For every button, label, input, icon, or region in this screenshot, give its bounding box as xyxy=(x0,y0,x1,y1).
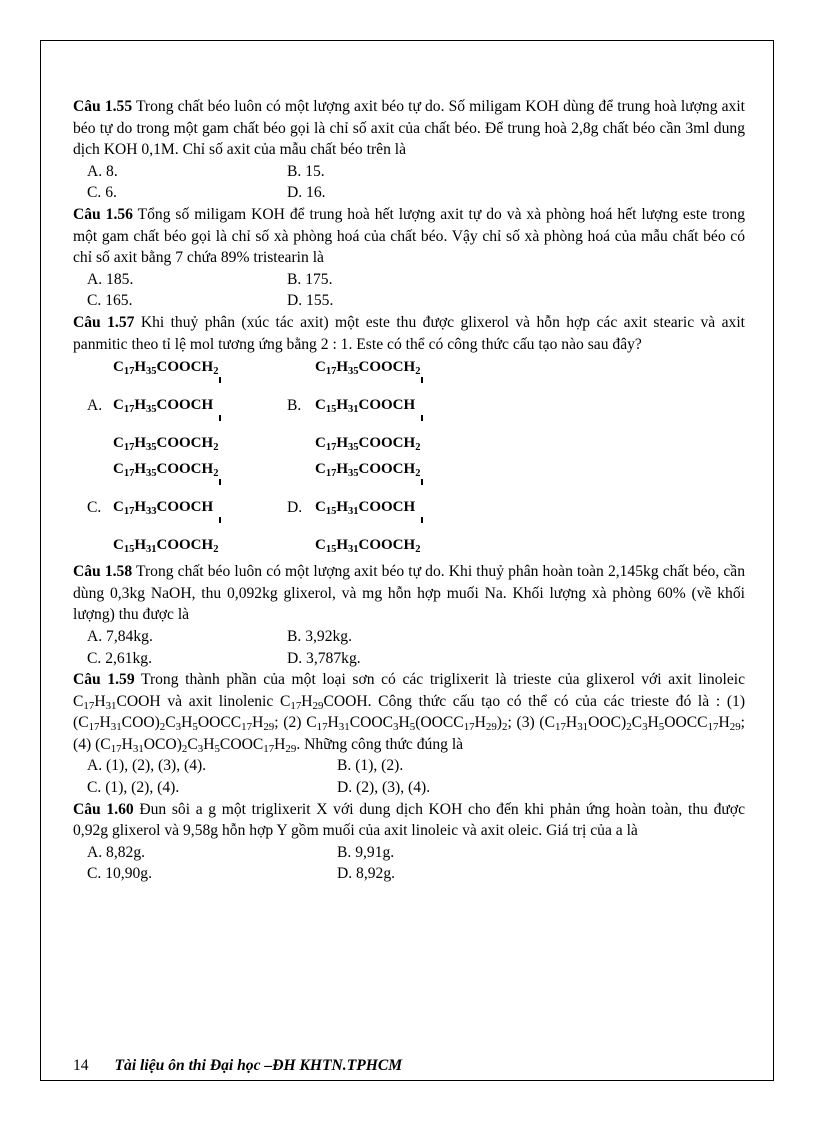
question-label: Câu 1.55 xyxy=(73,98,133,115)
option-a[interactable]: A. 8. xyxy=(87,162,118,180)
option-d[interactable]: D. 8,92g. xyxy=(337,865,396,883)
question-1-55 xyxy=(73,96,745,161)
question-label: Câu 1.59 xyxy=(73,671,135,689)
option-a[interactable]: A. 7,84kg. xyxy=(87,627,153,645)
question-text: Trong chất béo luôn có một lượng axit béo tự do. Số miligam KOH dùng để trung hoà lượng axit béo tự do trong một gam chất béo gọi là chỉ số axit của chất béo. Để trung hoà 2,8g chất béo cần 3ml dung dịch KOH 0,1M. Chỉ số axit của mẫu chất béo trên là xyxy=(73,98,745,159)
options-1-55 xyxy=(73,161,745,204)
question-1-60 xyxy=(73,799,745,842)
option-a[interactable]: A. (1), (2), (3), (4). xyxy=(87,757,207,775)
ester-structures: A. $C_{17}H_{35}COOCH_2$ $C_{17}H_{35}COOCH$ $C_{17}H_{35}COOCH_2$ B. $C_{17}H_{35}COOCH_2$ $C_{15}H_{31}COOCH$ $C_{17}H_{35}COOCH_2$ C. $C_{17}H_{35}COOCH_2$ $C_{17}H_{33}COOCH$ $C_{15}H_{31}COOCH_2$ D. $C_{17}H_{35}COOCH_2$ $C_{15}H_{31}COOCH$ $C_{15}H_{31}COOCH_2$ xyxy=(73,355,745,561)
option-b[interactable]: B. (1), (2). xyxy=(337,757,404,775)
options-1-56 xyxy=(73,269,745,312)
option-c[interactable]: C. 2,61kg. xyxy=(87,649,152,667)
options-1-59 xyxy=(73,755,745,798)
page-footer xyxy=(73,1057,402,1075)
question-label: Câu 1.60 xyxy=(73,800,134,818)
option-c[interactable]: C. 165. xyxy=(87,292,133,310)
question-text: Trong chất béo luôn có một lượng axit béo tự do. Khi thuỷ phân hoàn toàn 2,145kg chất béo, cần dùng 0,3kg NaOH, thu 0,092kg glixerol, và mg hỗn hợp muối Na. Khối lượng xà phòng 60% (về khối lượng) thu được là xyxy=(73,563,745,624)
option-d[interactable]: D. 3,787kg. xyxy=(287,649,361,667)
option-c[interactable]: C. (1), (2), (4). xyxy=(87,779,180,797)
option-b[interactable]: B. 175. xyxy=(287,270,333,288)
question-1-56 xyxy=(73,204,745,269)
option-d[interactable]: D. 155. xyxy=(287,292,334,310)
question-text: Tổng số miligam KOH để trung hoà hết lượng axit tự do và xà phòng hoá hết lượng este trong một gam chất béo gọi là chỉ số xà phòng hoá của chất béo. Vậy chỉ số xà phòng hoá của mẫu chất béo có chỉ số axit bằng 7 chứa 89% tristearin là xyxy=(73,205,745,267)
footer-title: Tài liệu ôn thi Đại học –ĐH KHTN.TPHCM xyxy=(114,1057,403,1074)
question-label: Câu 1.57 xyxy=(73,313,135,331)
page-content xyxy=(73,96,745,885)
question-label: Câu 1.58 xyxy=(73,563,133,581)
option-b-letter[interactable]: B. xyxy=(287,397,302,415)
option-d[interactable]: D. 16. xyxy=(287,184,326,202)
option-d-letter[interactable]: D. xyxy=(287,499,303,517)
question-text: Đun sôi a g một triglixerit X với dung dịch KOH cho đến khi phản ứng hoàn toàn, thu được 0,92g glixerol và 9,58g hỗn hợp Y gồm muối của axit linoleic và axit oleic. Giá trị của a là xyxy=(73,800,745,840)
option-d[interactable]: D. (2), (3), (4). xyxy=(337,779,431,797)
question-label: Câu 1.56 xyxy=(73,205,133,223)
question-1-58 xyxy=(73,561,745,626)
option-c[interactable]: C. 10,90g. xyxy=(87,865,152,883)
option-a[interactable]: A. 185. xyxy=(87,270,134,288)
question-1-59: Câu 1.59 Trong thành phần của một loại sơn có các triglixerit là trieste của glixerol với axit linoleic $C_{17}H_{31}COOH$ và axit linolenic $C_{17}H_{29}COOH$. Công thức cấu tạo có thể có của các trieste đó là : (1) $(C_{17}H_{31}COO)_2C_3H_5OOCC_{17}H_{29}$; (2) $C_{17}H_{31}COOC_3H_5(OOCC_{17}H_{29})_2$; (3) $(C_{17}H_{31}OOC)_2C_3H_5OOCC_{17}H_{29}$; (4) $(C_{17}H_{31}OCO)_2C_3H_5COOC_{17}H_{29}$. Những công thức đúng là xyxy=(73,671,746,755)
option-a-letter[interactable]: A. xyxy=(87,397,103,415)
option-a[interactable]: A. 8,82g. xyxy=(87,843,146,861)
option-b[interactable]: B. 3,92kg. xyxy=(287,627,352,645)
option-b[interactable]: B. 9,91g. xyxy=(337,843,395,861)
options-1-58 xyxy=(73,626,745,669)
option-c-letter[interactable]: C. xyxy=(87,499,102,517)
page-number: 14 xyxy=(73,1057,89,1074)
option-b[interactable]: B. 15. xyxy=(287,162,325,180)
question-1-57 xyxy=(73,312,745,355)
option-c[interactable]: C. 6. xyxy=(87,184,117,202)
options-1-60 xyxy=(73,842,745,885)
question-text: Khi thuỷ phân (xúc tác axit) một este thu được glixerol và hỗn hợp các axit stearic và axit panmitic theo tỉ lệ mol tương ứng bằng 2 : 1. Este có thể có công thức cấu tạo nào sau đây? xyxy=(73,313,746,353)
